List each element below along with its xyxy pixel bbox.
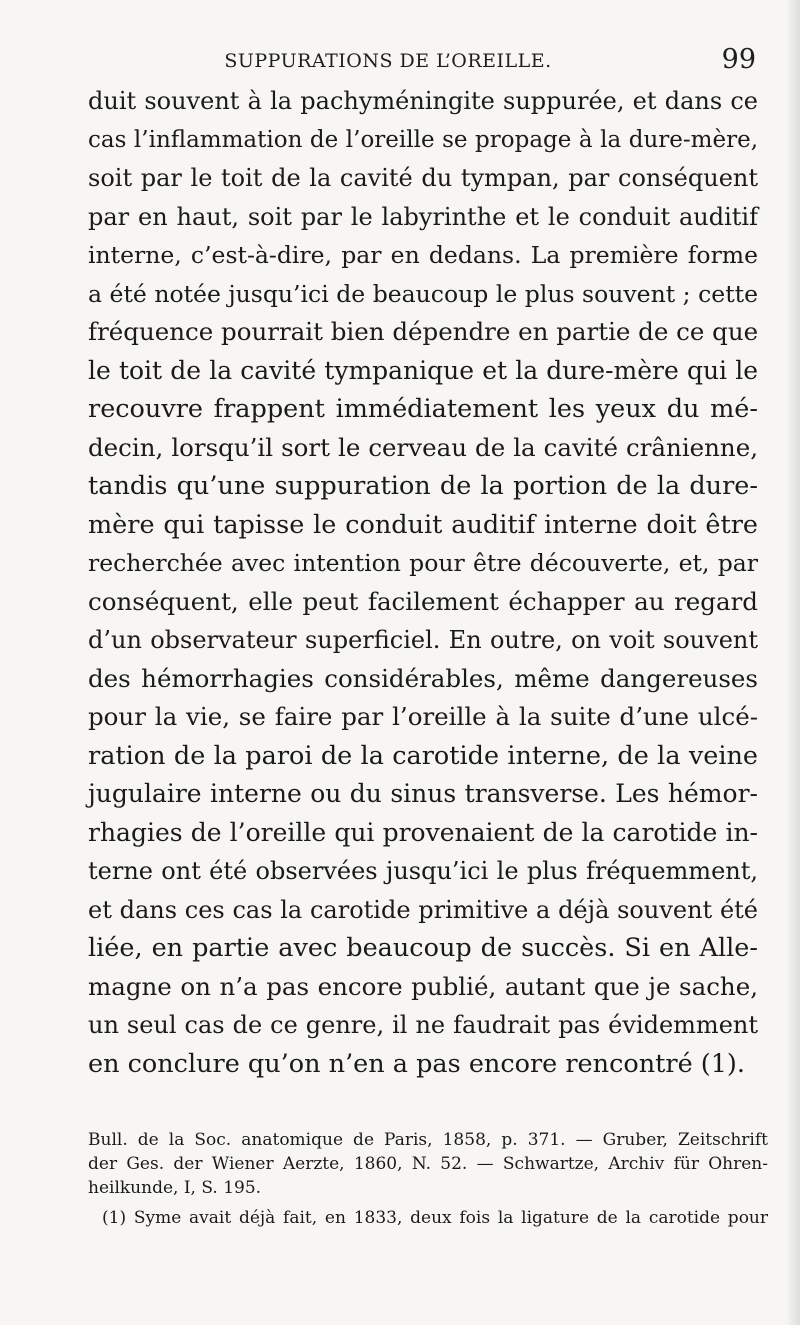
text-line: recouvre frappent immédiatement les yeux du mé- <box>88 394 758 424</box>
text-line: pour la vie, se faire par l’oreille à la suite d’une ulcé- <box>88 702 758 731</box>
text-line: magne on n’a pas encore publié, autant que je sache, <box>88 971 758 1001</box>
text-line: un seul cas de ce genre, il ne faudrait pas évidemment <box>88 1011 758 1039</box>
text-line: par en haut, soit par le labyrinthe et le conduit auditif <box>88 202 758 231</box>
text-line: terne ont été observées jusqu’ici le plus fréquemment, <box>88 857 758 885</box>
reference-line: Bull. de la Soc. anatomique de Paris, 1858, p. 371. — Gruber, Zeitschrift <box>88 1130 768 1150</box>
footnote-line: (1) Syme avait déjà fait, en 1833, deux fois la ligature de la carotide pour <box>102 1208 768 1228</box>
text-line: cas l’inflammation de l’oreille se propage à la dure-mère, <box>88 126 758 153</box>
text-line: decin, lorsqu’il sort le cerveau de la cavité crânienne, <box>88 432 758 462</box>
reference-line: heilkunde, I, S. 195. <box>88 1178 262 1198</box>
text-line: interne, c’est-à-dire, par en dedans. La première forme <box>88 241 758 269</box>
text-line: le toit de la cavité tympanique et la dure-mère qui le <box>88 355 758 385</box>
running-title: SUPPURATIONS DE L’OREILLE. <box>224 50 552 72</box>
footnotes <box>88 1128 768 1230</box>
text-line: des hémorrhagies considérables, même dangereuses <box>88 663 758 693</box>
text-line: ration de la paroi de la carotide interne, de la veine <box>88 740 758 771</box>
text-line: rhagies de l’oreille qui provenaient de la carotide in- <box>88 817 758 847</box>
text-line: a été notée jusqu’ici de beaucoup le plus souvent ; cette <box>88 279 758 308</box>
text-line: soit par le toit de la cavité du tympan, par conséquent <box>88 164 758 192</box>
reference-line: der Ges. der Wiener Aerzte, 1860, N. 52. — Schwartze, Archiv für Ohren- <box>88 1154 768 1174</box>
text-line: tandis qu’une suppuration de la portion de la dure- <box>88 471 758 501</box>
text-line: recherchée avec intention pour être découverte, et, par <box>88 549 758 577</box>
text-line: conséquent, elle peut facilement échapper au regard <box>88 586 758 616</box>
text-line: et dans ces cas la carotide primitive a déjà souvent été <box>88 895 758 924</box>
text-line: duit souvent à la pachyméningite suppurée, et dans ce <box>88 87 758 115</box>
page-number: 99 <box>721 44 756 75</box>
text-line: d’un observateur superficiel. En outre, on voit souvent <box>88 626 758 654</box>
text-line: liée, en partie avec beaucoup de succès. Si en Alle- <box>88 933 758 963</box>
text-line: mère qui tapisse le conduit auditif interne doit être <box>88 509 758 540</box>
page-header <box>88 44 768 78</box>
text-line: fréquence pourrait bien dépendre en partie de ce que <box>88 317 759 346</box>
text-line: en conclure qu’on n’en a pas encore rencontré (1). <box>88 1048 745 1079</box>
body-text <box>88 82 758 1083</box>
text-line: jugulaire interne ou du sinus transverse. Les hémor- <box>88 779 758 808</box>
